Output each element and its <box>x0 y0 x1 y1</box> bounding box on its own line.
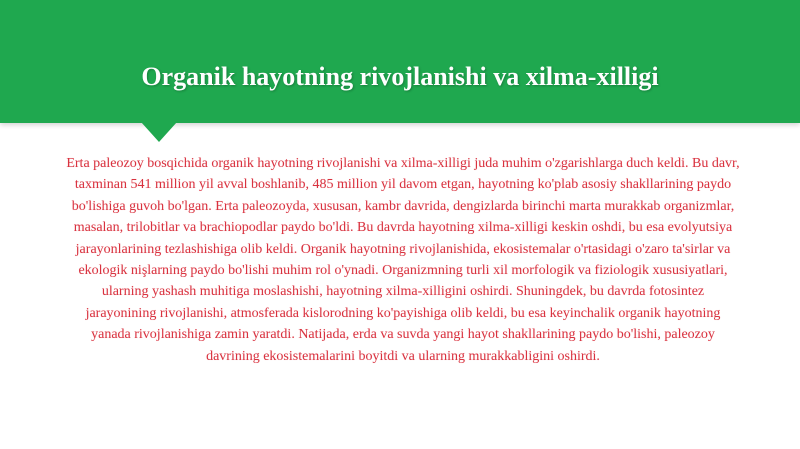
banner-pointer <box>141 122 177 142</box>
slide-title: Organik hayotning rivojlanishi va xilma-xilligi <box>141 62 659 91</box>
title-banner <box>0 0 800 123</box>
slide-body-text: Erta paleozoy bosqichida organik hayotning rivojlanishi va xilma-xilligi juda muhim o'zgarishlarga duch keldi. Bu davr, taxminan 541 million yil avval boshlanib, 485 million yil davom etgan, hayotning ko'plab asosiy shakllarining paydo bo'lishiga guvoh bo'lgan. Erta paleozoyda, xususan, kambr davrida, dengizlarda birinchi marta murakkab organizmlar, masalan, trilobitlar va brachiopodlar paydo bo'ldi. Bu davrda hayotning xilma-xilligi keskin oshdi, bu esa evolyutsiya jarayonlarining tezlashishiga olib keldi. Organik hayotning rivojlanishida, ekosistemalar o'rtasidagi o'zaro ta'sirlar va ekologik nişlarning paydo bo'lishi muhim rol o'ynadi. Organizmning turli xil morfologik va fiziologik xususiyatlari, ularning yashash muhitiga moslashishi, hayotning xilma-xilligini oshirdi. Shuningdek, bu davrda fotosintez jarayonining rivojlanishi, atmosferada kislorodning ko'payishiga olib keldi, bu esa keyinchalik organik hayotning yanada rivojlanishiga zamin yaratdi. Natijada, erda va suvda yangi hayot shakllarining paydo bo'lishi, paleozoy davrining ekosistemalarini boyitdi va ularning murakkabligini oshirdi. <box>66 156 740 364</box>
